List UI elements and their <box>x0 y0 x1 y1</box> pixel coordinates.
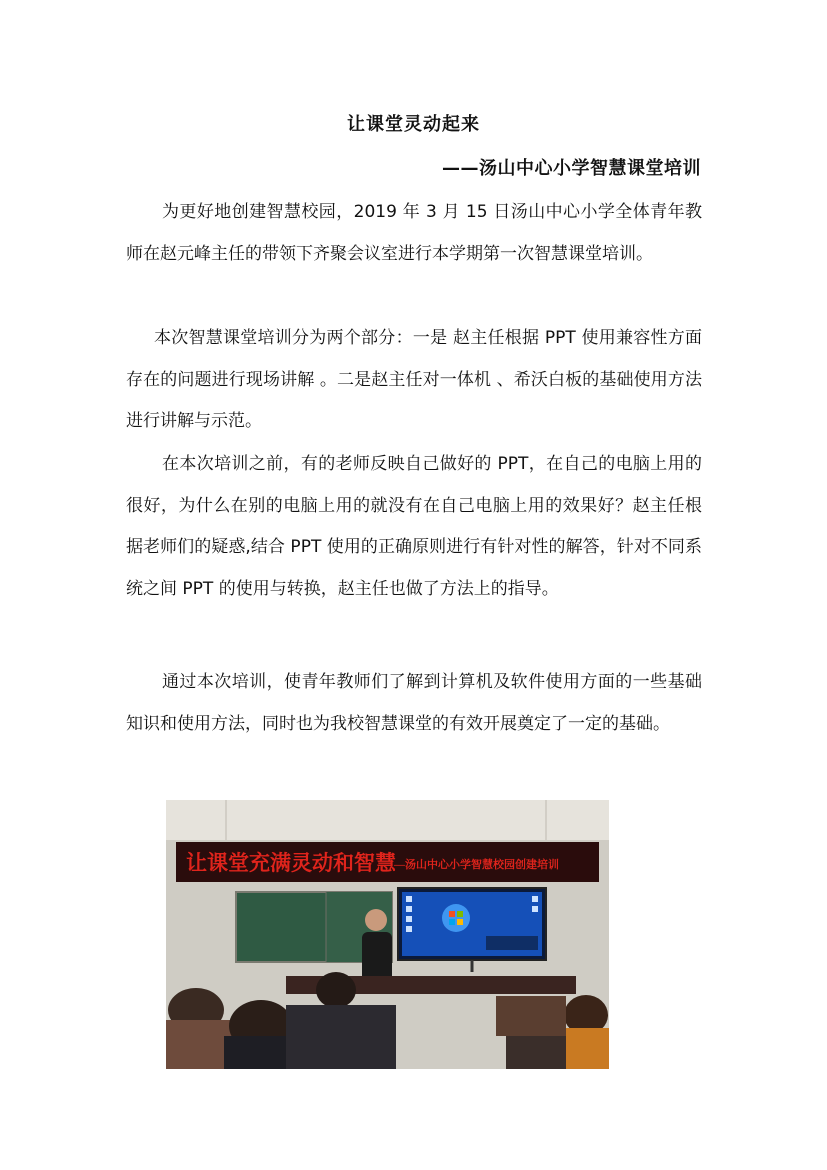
document-title: 让课堂灵动起来 <box>347 114 480 135</box>
paragraph-1: 为更好地创建智慧校园，2019 年 3 月 15 日汤山中心小学全体青年教师在赵元峰主任的带领下齐聚会议室进行本学期第一次智慧课堂培训。 <box>126 202 702 264</box>
paragraph-4: 通过本次培训，使青年教师们了解到计算机及软件使用方面的一些基础知识和使用方法，同时也为我校智慧课堂的有效开展奠定了一定的基础。 <box>126 672 702 734</box>
document-subtitle: ——汤山中心小学智慧课堂培训 <box>442 158 701 179</box>
banner-main-text: 让课堂充满灵动和智慧 <box>186 851 396 875</box>
paragraph-3: 在本次培训之前，有的老师反映自己做好的 PPT，在自己的电脑上用的很好，为什么在别的电脑上用的就没有在自己电脑上用的效果好？赵主任根据老师们的疑惑,结合 PPT 使用的正确原则进行有针对性的解答，针对不同系统之间 PPT 的使用与转换，赵主任也做了方法上的指导。 <box>126 454 702 599</box>
training-photo <box>166 800 609 1069</box>
paragraph-2: 本次智慧课堂培训分为两个部分：一是 赵主任根据 PPT 使用兼容性方面存在的问题进行现场讲解 。二是赵主任对一体机 、希沃白板的基础使用方法进行讲解与示范。 <box>126 328 702 431</box>
banner-sub-text: —汤山中心小学智慧校园创建培训 <box>394 859 559 871</box>
